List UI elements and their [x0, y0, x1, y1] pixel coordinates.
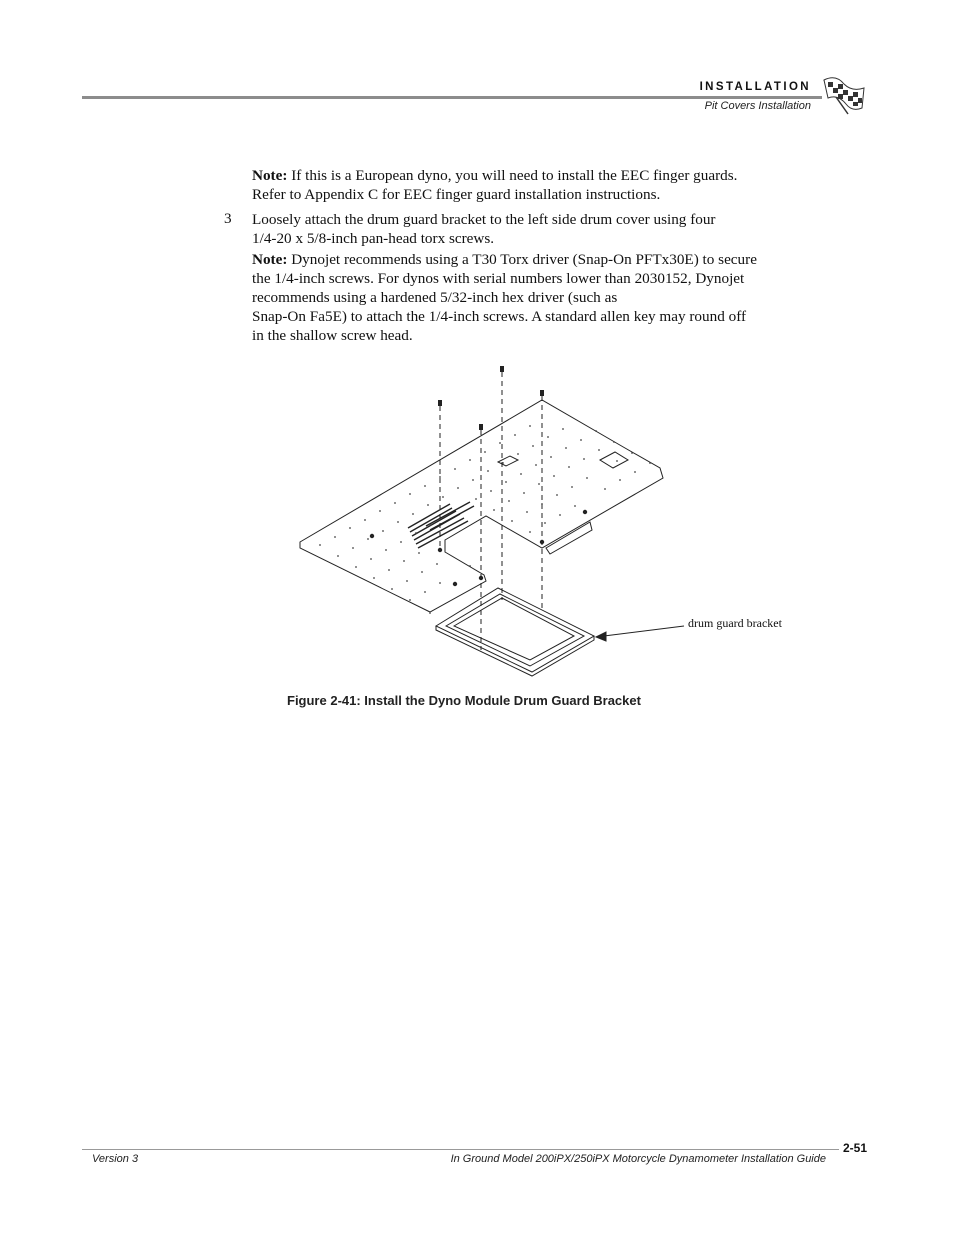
note-text: If this is a European dyno, you will need to install the EEC finger guards.: [291, 167, 738, 184]
step-number: 3: [224, 210, 232, 227]
perforation-dots: [319, 425, 651, 601]
drum-cover-flange: [546, 522, 592, 554]
note-text: in the shallow screw head.: [252, 327, 413, 344]
note-text: the 1/4-inch screws. For dynos with serial numbers lower than 2030152, Dynojet: [252, 270, 745, 287]
figure-caption: Figure 2-41: Install the Dyno Module Drum Guard Bracket: [287, 693, 641, 708]
guide-title: In Ground Model 200iPX/250iPX Motorcycle Dynamometer Installation Guide: [450, 1153, 826, 1165]
page-number: 2-51: [843, 1141, 868, 1155]
vent-slots: [408, 502, 474, 548]
footer-rule: [82, 1149, 839, 1150]
note-torx: [252, 250, 822, 345]
note-text: Snap-On Fa5E) to attach the 1/4-inch screws. A standard allen key may round off: [252, 308, 747, 325]
drum-guard-bracket-illustration: [290, 360, 810, 680]
note-label: Note:: [252, 251, 288, 268]
checkered-flag-icon: [818, 74, 866, 116]
step-instruction: [252, 210, 822, 248]
note-text: Dynojet recommends using a T30 Torx driver (Snap-On PFTx30E) to secure: [291, 251, 757, 268]
header-rule: [82, 96, 822, 99]
section-title: INSTALLATION: [699, 81, 811, 93]
callout-label: drum guard bracket: [688, 616, 782, 630]
note-label: Note:: [252, 167, 288, 184]
note-text: recommends using a hardened 5/32-inch hex driver (such as: [252, 289, 618, 306]
note-eec: [252, 166, 822, 204]
step-text: 1/4-20 x 5/8-inch pan-head torx screws.: [252, 230, 495, 247]
note-text: Refer to Appendix C for EEC finger guard installation instructions.: [252, 186, 661, 203]
version-label: Version 3: [92, 1153, 139, 1165]
subsection-title: Pit Covers Installation: [704, 100, 811, 112]
step-text: Loosely attach the drum guard bracket to the left side drum cover using four: [252, 211, 716, 228]
